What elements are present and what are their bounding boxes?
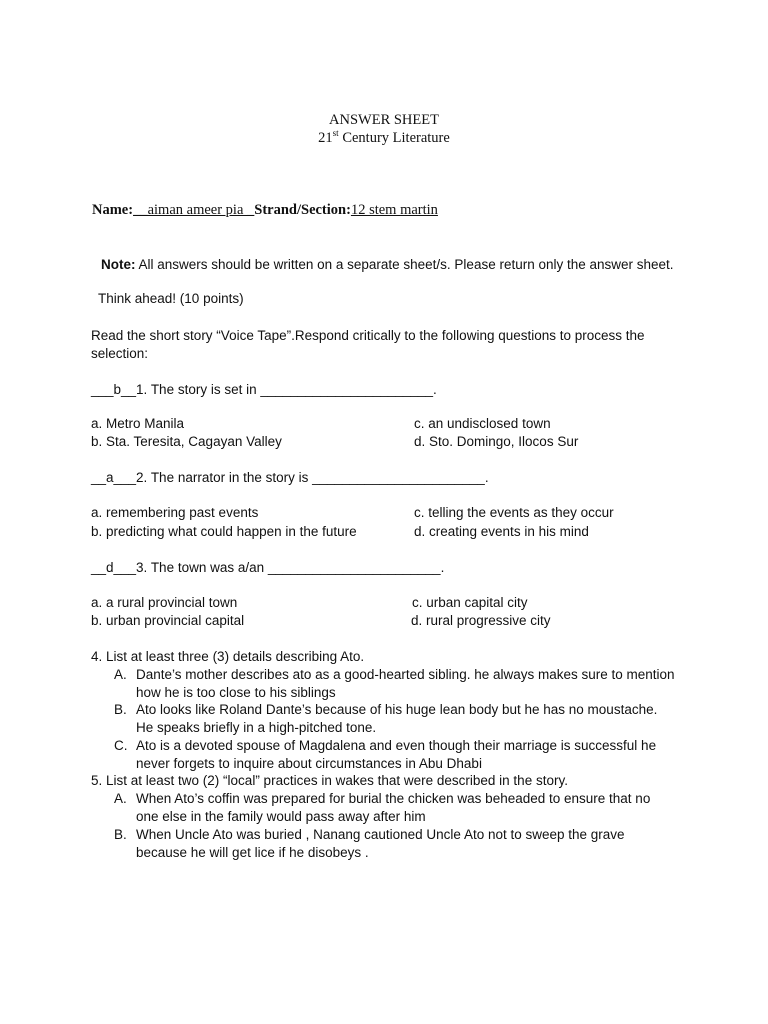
question-1-option-d: d. Sto. Domingo, Ilocos Sur — [414, 434, 579, 449]
q5-item-a-marker: A. — [114, 791, 127, 806]
note-line — [101, 256, 674, 273]
q4-item-b-line-1: Ato looks like Roland Dante’s because of his huge lean body but he has no moustache. — [136, 702, 658, 717]
question-2-option-a: a. remembering past events — [91, 505, 259, 520]
subtitle-ordinal-suffix: st — [332, 128, 339, 139]
name-label: Name: — [92, 202, 134, 218]
question-3-option-b: b. urban provincial capital — [91, 613, 245, 628]
note-label: Note: — [101, 257, 136, 272]
question-4-prompt: 4. List at least three (3) details describing Ato. — [91, 649, 365, 664]
instructions-line-2: selection: — [91, 346, 149, 361]
question-1-option-c: c. an undisclosed town — [414, 416, 551, 431]
q5-item-a-line-1: When Ato’s coffin was prepared for burial the chicken was beheaded to ensure that no — [136, 791, 651, 806]
q4-item-a-marker: A. — [114, 667, 127, 682]
q4-item-a-line-1: Dante’s mother describes ato as a good-hearted sibling. he always makes sure to mention — [136, 667, 675, 682]
question-1-stem: ___b__1. The story is set in _______________________. — [91, 382, 437, 397]
q5-item-b-marker: B. — [114, 827, 127, 842]
q5-item-b-line-1: When Uncle Ato was buried , Nanang cautioned Uncle Ato not to sweep the grave — [136, 827, 625, 842]
question-3-stem: __d___3. The town was a/an _______________________. — [91, 560, 445, 575]
q5-item-b-line-2: because he will get lice if he disobeys . — [136, 845, 369, 860]
question-3-option-c: c. urban capital city — [412, 595, 528, 610]
name-line — [92, 202, 438, 219]
question-3-option-a: a. a rural provincial town — [91, 595, 238, 610]
q4-item-b-marker: B. — [114, 702, 127, 717]
question-3-option-d: d. rural progressive city — [411, 613, 551, 628]
q4-item-c-marker: C. — [114, 738, 128, 753]
question-2-option-b: b. predicting what could happen in the future — [91, 524, 357, 539]
question-1-option-b: b. Sta. Teresita, Cagayan Valley — [91, 434, 282, 449]
question-2-option-c: c. telling the events as they occur — [414, 505, 614, 520]
think-ahead-heading: Think ahead! (10 points) — [98, 291, 244, 306]
name-value: __aiman ameer pia — [133, 202, 248, 218]
subtitle-text: Century Literature — [338, 130, 450, 146]
subtitle-ordinal-number: 21 — [318, 130, 333, 146]
q4-item-b-line-2: He speaks briefly in a high-pitched tone. — [136, 720, 377, 735]
page-title: ANSWER SHEET — [329, 112, 439, 128]
page-subtitle — [0, 130, 768, 147]
q4-item-c-line-1: Ato is a devoted spouse of Magdalena and even though their marriage is successful he — [136, 738, 657, 753]
strand-value: 12 stem martin — [350, 202, 438, 218]
q4-item-c-line-2: never forgets to inquire about circumstances in Abu Dhabi — [136, 756, 482, 771]
strand-label: _Strand/Section: — [247, 202, 351, 218]
q4-item-a-line-2: how he is too close to his siblings — [136, 685, 336, 700]
note-text: All answers should be written on a separate sheet/s. Please return only the answer sheet. — [135, 257, 674, 272]
question-2-option-d: d. creating events in his mind — [414, 524, 589, 539]
question-1-option-a: a. Metro Manila — [91, 416, 185, 431]
question-2-stem: __a___2. The narrator in the story is _______________________. — [91, 470, 489, 485]
instructions-line-1: Read the short story “Voice Tape”.Respond critically to the following questions to process the — [91, 328, 645, 343]
question-5-prompt: 5. List at least two (2) “local” practices in wakes that were described in the story. — [91, 773, 568, 788]
q5-item-a-line-2: one else in the family would pass away after him — [136, 809, 426, 824]
